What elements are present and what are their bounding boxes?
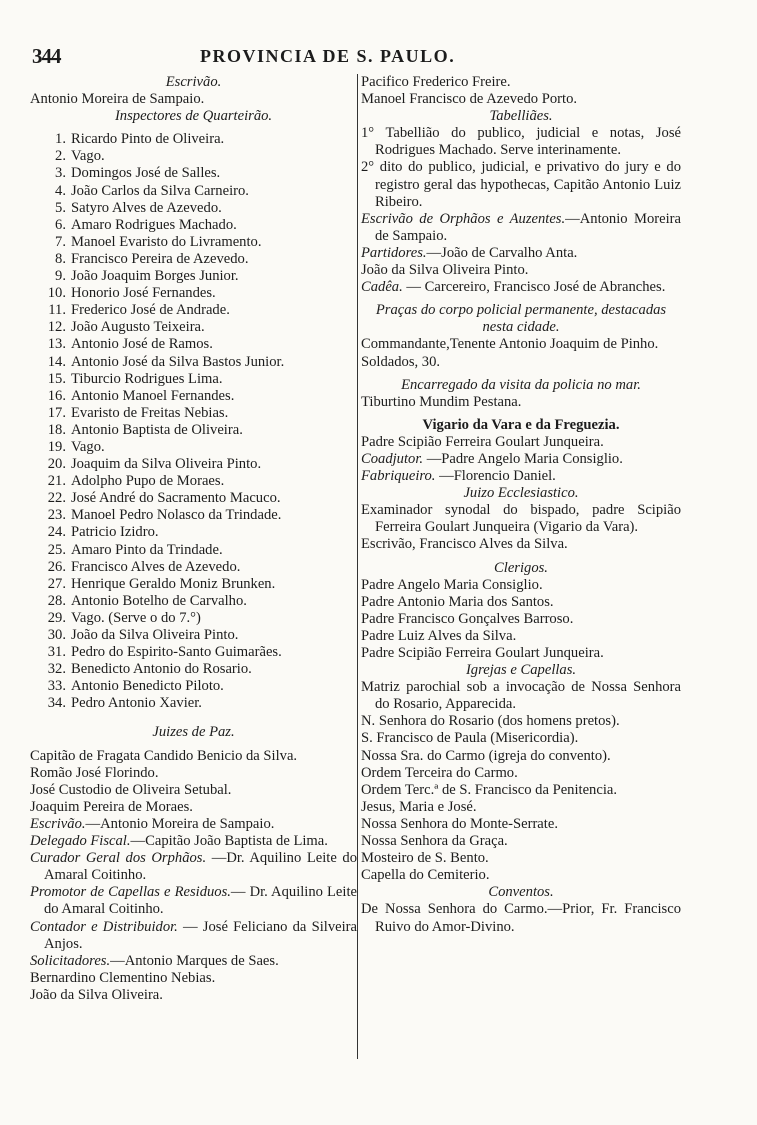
item-number: 12. <box>47 319 66 336</box>
entry-text: João da Silva Oliveira Pinto. <box>361 262 529 279</box>
list-item: N. Senhora do Rosario (dos homens pretos). <box>361 713 620 730</box>
entry-label: Cadêa. <box>361 279 403 296</box>
item-number: 5. <box>55 199 66 216</box>
list-item <box>30 354 357 371</box>
section-heading: Clerigos. <box>494 559 548 576</box>
list-item <box>30 884 357 918</box>
entry-text: —Florencio Daniel. <box>435 468 556 485</box>
list-item: Tiburtino Mundim Pestana. <box>361 393 522 410</box>
list-item: Padre Francisco Gonçalves Barroso. <box>361 610 574 627</box>
list-item <box>30 490 357 507</box>
item-number: 11. <box>48 302 66 319</box>
tabelliaes-list <box>361 125 681 210</box>
item-number: 6. <box>55 216 66 233</box>
item-number: 3. <box>55 165 66 182</box>
item-name: Amaro Pinto da Trindade. <box>71 541 223 558</box>
list-item <box>361 434 681 451</box>
list-item <box>30 251 357 268</box>
item-name: Vago. (Serve o do 7.°) <box>71 609 201 626</box>
list-item: Escrivão, Francisco Alves da Silva. <box>361 536 568 553</box>
section-heading: Conventos. <box>488 884 554 901</box>
list-item <box>30 765 357 782</box>
entry-label: Escrivão de Orphãos e Auzentes. <box>361 210 566 227</box>
item-name: Antonio Baptista de Oliveira. <box>71 421 243 438</box>
list-item: Padre Luiz Alves da Silva. <box>361 627 517 644</box>
item-name: Amaro Rodrigues Machado. <box>71 216 237 233</box>
igrejas-list <box>361 679 681 884</box>
list-item <box>361 468 681 485</box>
list-item: Examinador synodal do bispado, padre Scipião Ferreira Goulart Junqueira (Vigario da Vara). <box>361 502 681 536</box>
list-item: Soldados, 30. <box>361 353 441 370</box>
list-item <box>30 217 357 234</box>
list-item <box>30 234 357 251</box>
section-heading: Igrejas e Capellas. <box>465 662 577 679</box>
item-number: 1. <box>55 131 66 148</box>
list-item <box>30 165 357 182</box>
juizo-list <box>361 502 681 553</box>
item-number: 19. <box>47 438 66 455</box>
list-item <box>30 131 357 148</box>
list-item: Padre Antonio Maria dos Santos. <box>361 593 554 610</box>
section-heading: Juizo Ecclesiastico. <box>463 485 579 502</box>
item-number: 32. <box>47 661 66 678</box>
item-number: 2. <box>55 148 66 165</box>
list-item: Jesus, Maria e José. <box>361 798 477 815</box>
item-number: 31. <box>47 644 66 661</box>
list-item <box>30 678 357 695</box>
entry-text: José Custodio de Oliveira Setubal. <box>30 781 232 798</box>
entry-label: Curador Geral dos Orphãos. <box>30 850 207 867</box>
item-number: 27. <box>47 575 66 592</box>
list-item <box>30 748 357 765</box>
item-name: Vago. <box>71 438 105 455</box>
list-item <box>30 285 357 302</box>
item-name: Manoel Pedro Nolasco da Trindade. <box>71 507 282 524</box>
list-item <box>30 953 357 970</box>
list-item <box>30 388 357 405</box>
item-name: Honorio José Fernandes. <box>71 285 216 302</box>
list-item <box>30 799 357 816</box>
item-name: Antonio Benedicto Piloto. <box>71 678 224 695</box>
list-item <box>30 627 357 644</box>
list-item: Padre Angelo Maria Consiglio. <box>361 576 543 593</box>
entry-label: Coadjutor. <box>361 450 424 467</box>
list-item: Mosteiro de S. Bento. <box>361 850 489 867</box>
top-names <box>361 74 681 108</box>
list-item <box>30 559 357 576</box>
item-number: 13. <box>47 336 66 353</box>
item-number: 16. <box>47 387 66 404</box>
list-item: Capella do Cemiterio. <box>361 867 490 884</box>
entry-text: — José Feliciano da Silveira Anjos. <box>44 918 357 952</box>
list-item: Ordem Terceira do Carmo. <box>361 764 518 781</box>
officials-list <box>361 211 681 296</box>
entry-label: Partidores. <box>361 244 427 261</box>
item-name: João Augusto Teixeira. <box>71 319 205 336</box>
item-name: José André do Sacramento Macuco. <box>71 490 281 507</box>
list-item: Pacifico Frederico Freire. <box>361 74 511 90</box>
list-item: De Nossa Senhora do Carmo.—Prior, Fr. Francisco Ruivo do Amor-Divino. <box>361 901 681 935</box>
list-item <box>30 593 357 610</box>
list-item <box>30 644 357 661</box>
list-item <box>30 919 357 953</box>
item-name: Evaristo de Freitas Nebias. <box>71 404 229 421</box>
section-heading: Juizes de Paz. <box>152 724 235 741</box>
clerigos-list <box>361 577 681 662</box>
vigario-list <box>361 434 681 485</box>
list-item: Ordem Terc.ª de S. Francisco da Penitencia. <box>361 781 618 798</box>
list-item <box>30 439 357 456</box>
item-name: Patricio Izidro. <box>71 524 159 541</box>
escrivao-name: Antonio Moreira de Sampaio. <box>30 91 205 108</box>
entry-label: Delegado Fiscal. <box>30 833 131 850</box>
list-item: Matriz parochial sob a invocação de Nossa Senhora do Rosario, Apparecida. <box>361 679 681 713</box>
item-name: Manoel Evaristo do Livramento. <box>71 233 262 250</box>
list-item <box>30 319 357 336</box>
list-item <box>361 262 681 279</box>
entry-text: Padre Scipião Ferreira Goulart Junqueira. <box>361 433 604 450</box>
page-title: PROVINCIA DE S. PAULO. <box>200 46 456 66</box>
item-number: 30. <box>47 627 66 643</box>
entry-text: —Antonio Marques de Saes. <box>110 952 279 969</box>
item-number: 7. <box>55 233 66 250</box>
item-number: 4. <box>55 182 66 199</box>
conventos-list <box>361 901 681 935</box>
entry-text: — Dr. Aquilino Leite do Amaral Coitinho. <box>44 884 357 918</box>
list-item <box>30 782 357 799</box>
list-item <box>30 183 357 200</box>
item-name: Satyro Alves de Azevedo. <box>71 199 222 216</box>
list-item <box>361 451 681 468</box>
list-item <box>30 473 357 490</box>
list-item: Commandante,Tenente Antonio Joaquim de Pinho. <box>361 336 659 353</box>
item-name: Antonio Manoel Fernandes. <box>71 387 235 404</box>
item-number: 24. <box>47 524 66 541</box>
section-heading: Inspectores de Quarteirão. <box>114 108 273 125</box>
entry-label: Contador e Distribuidor. <box>30 918 178 935</box>
entry-text: —Capitão João Baptista de Lima. <box>130 833 328 850</box>
item-name: Antonio José de Ramos. <box>71 336 213 353</box>
list-item: Padre Scipião Ferreira Goulart Junqueira. <box>361 645 604 661</box>
list-item: 2° dito do publico, judicial, e privativo do jury e do registro geral das hypothecas, Capitão Antonio Luiz Ribeiro. <box>361 159 681 210</box>
entry-text: Capitão de Fragata Candido Benicio da Silva. <box>30 747 298 764</box>
list-item: Nossa Sra. do Carmo (igreja do convento). <box>361 747 611 764</box>
list-item <box>30 610 357 627</box>
list-item <box>361 245 681 262</box>
item-name: Francisco Alves de Azevedo. <box>71 558 241 575</box>
item-name: Frederico José de Andrade. <box>71 302 230 319</box>
item-number: 25. <box>47 541 66 558</box>
inspectores-list <box>30 131 357 712</box>
item-name: Tiburcio Rodrigues Lima. <box>71 370 223 387</box>
item-number: 20. <box>47 456 66 473</box>
list-item <box>30 200 357 217</box>
entry-text: — Carcereiro, Francisco José de Abranches. <box>402 279 666 296</box>
item-number: 14. <box>47 353 66 370</box>
list-item <box>30 371 357 388</box>
list-item <box>361 279 681 296</box>
entry-text: —Antonio Moreira de Sampaio. <box>85 815 275 832</box>
list-item <box>30 302 357 319</box>
item-number: 10. <box>47 285 66 302</box>
list-item <box>30 542 357 559</box>
item-name: Vago. <box>71 148 105 165</box>
item-number: 18. <box>47 421 66 438</box>
list-item <box>30 833 357 850</box>
item-name: Joaquim da Silva Oliveira Pinto. <box>71 456 262 473</box>
item-name: João da Silva Oliveira Pinto. <box>71 627 239 643</box>
item-number: 29. <box>47 609 66 626</box>
right-column <box>357 74 681 1059</box>
item-number: 21. <box>47 473 66 490</box>
item-number: 15. <box>47 370 66 387</box>
item-name: Francisco Pereira de Azevedo. <box>71 250 249 267</box>
entry-text: João da Silva Oliveira. <box>30 986 163 1003</box>
list-item <box>30 987 357 1004</box>
entry-label: Escrivão. <box>30 815 86 832</box>
list-item: Nossa Senhora da Graça. <box>361 833 508 850</box>
entry-text: —João de Carvalho Anta. <box>426 244 578 261</box>
list-item <box>30 336 357 353</box>
item-name: João Joaquim Borges Junior. <box>71 268 239 285</box>
list-item <box>30 970 357 987</box>
item-name: Henrique Geraldo Moniz Brunken. <box>71 575 276 592</box>
item-number: 23. <box>47 507 66 524</box>
section-heading: Escrivão. <box>165 74 222 90</box>
list-item <box>30 422 357 439</box>
list-item: Nossa Senhora do Monte-Serrate. <box>361 815 558 832</box>
list-item <box>30 148 357 165</box>
list-item <box>30 524 357 541</box>
list-item <box>30 507 357 524</box>
item-number: 22. <box>47 490 66 507</box>
item-number: 9. <box>55 268 66 285</box>
section-heading: Tabelliães. <box>489 108 553 125</box>
page-number: 344 <box>32 44 61 68</box>
list-item <box>30 850 357 884</box>
section-heading: Encarregado da visita da policia no mar. <box>401 376 641 393</box>
entry-label: Fabriqueiro. <box>361 468 436 485</box>
list-item <box>30 405 357 422</box>
entry-text: —Padre Angelo Maria Consiglio. <box>423 450 623 467</box>
item-number: 33. <box>47 678 66 695</box>
item-number: 17. <box>47 404 66 421</box>
list-item <box>361 211 681 245</box>
item-name: Adolpho Pupo de Moraes. <box>71 473 225 490</box>
item-name: Antonio Botelho de Carvalho. <box>71 592 247 609</box>
entry-label: Promotor de Capellas e Residuos. <box>30 884 231 901</box>
juizes-list <box>30 748 357 1004</box>
list-item <box>30 661 357 678</box>
entry-text: —Dr. Aquilino Leite do Amaral Coitinho. <box>44 850 357 884</box>
item-name: Antonio José da Silva Bastos Junior. <box>71 353 285 370</box>
item-name: João Carlos da Silva Carneiro. <box>71 182 249 199</box>
entry-text: Bernardino Clementino Nebias. <box>30 969 216 986</box>
entry-text: —Antonio Moreira de Sampaio. <box>375 210 681 244</box>
list-item <box>30 268 357 285</box>
left-column <box>30 74 357 1004</box>
item-name: Domingos José de Salles. <box>71 165 221 182</box>
item-number: 34. <box>47 695 66 712</box>
item-name: Benedicto Antonio do Rosario. <box>71 661 252 678</box>
item-name: Pedro Antonio Xavier. <box>71 695 202 712</box>
list-item: S. Francisco de Paula (Misericordia). <box>361 730 579 747</box>
list-item <box>30 695 357 712</box>
section-heading: Vigario da Vara e da Freguezia. <box>422 416 620 433</box>
entry-text: Joaquim Pereira de Moraes. <box>30 798 193 815</box>
list-item: Manoel Francisco de Azevedo Porto. <box>361 91 578 108</box>
list-item <box>30 816 357 833</box>
item-name: Pedro do Espirito-Santo Guimarães. <box>71 644 282 661</box>
list-item: 1° Tabellião do publico, judicial e notas, José Rodrigues Machado. Serve interinamente. <box>361 125 681 159</box>
item-number: 28. <box>47 592 66 609</box>
entry-label: Solicitadores. <box>30 952 111 969</box>
entry-text: Romão José Florindo. <box>30 764 159 781</box>
list-item <box>30 576 357 593</box>
list-item <box>30 456 357 473</box>
item-number: 8. <box>55 250 66 267</box>
item-number: 26. <box>47 558 66 575</box>
section-heading: Praças do corpo policial permanente, destacadas nesta cidade. <box>375 302 667 336</box>
item-name: Ricardo Pinto de Oliveira. <box>71 131 225 148</box>
